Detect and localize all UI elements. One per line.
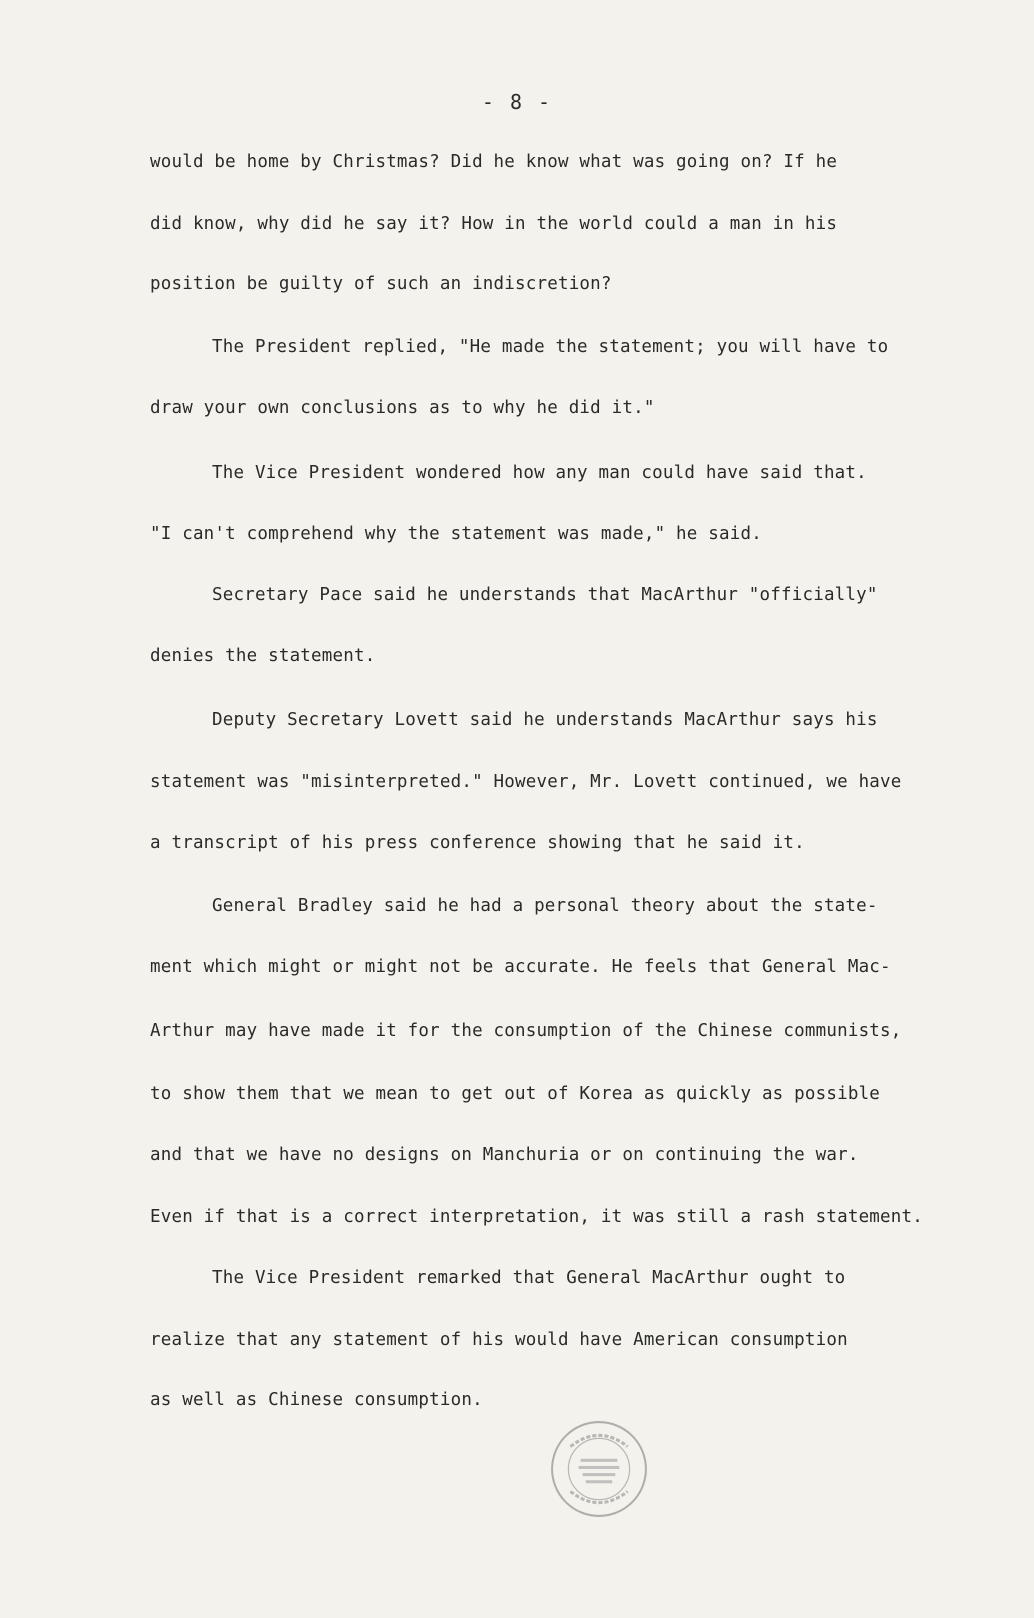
text-line: Even if that is a correct interpretation, it was still a rash statement. [150, 1207, 923, 1227]
text-line: Arthur may have made it for the consumption of the Chinese communists, [150, 1021, 902, 1041]
text-line: statement was "misinterpreted." However, Mr. Lovett continued, we have [150, 772, 902, 792]
text-line: position be guilty of such an indiscretion? [150, 274, 612, 294]
text-line: as well as Chinese consumption. [150, 1390, 483, 1410]
text-line: General Bradley said he had a personal theory about the state- [212, 896, 878, 916]
text-line: denies the statement. [150, 646, 376, 666]
library-seal-stamp [548, 1418, 650, 1520]
text-line: did know, why did he say it? How in the world could a man in his [150, 214, 838, 234]
text-line: a transcript of his press conference showing that he said it. [150, 833, 805, 853]
page-number: - 8 - [481, 90, 553, 114]
text-line: draw your own conclusions as to why he did it." [150, 398, 655, 418]
text-line: The Vice President wondered how any man could have said that. [212, 463, 867, 483]
text-line: The Vice President remarked that General MacArthur ought to [212, 1268, 846, 1288]
text-line: ment which might or might not be accurate. He feels that General Mac- [150, 957, 891, 977]
text-line: Deputy Secretary Lovett said he understands MacArthur says his [212, 710, 878, 730]
text-line: Secretary Pace said he understands that MacArthur "officially" [212, 585, 878, 605]
text-line: "I can't comprehend why the statement was made," he said. [150, 524, 762, 544]
text-line: would be home by Christmas? Did he know what was going on? If he [150, 152, 838, 172]
text-line: The President replied, "He made the statement; you will have to [212, 337, 889, 357]
text-line: and that we have no designs on Manchuria or on continuing the war. [150, 1145, 859, 1165]
text-line: to show them that we mean to get out of Korea as quickly as possible [150, 1084, 881, 1104]
text-line: realize that any statement of his would have American consumption [150, 1330, 848, 1350]
